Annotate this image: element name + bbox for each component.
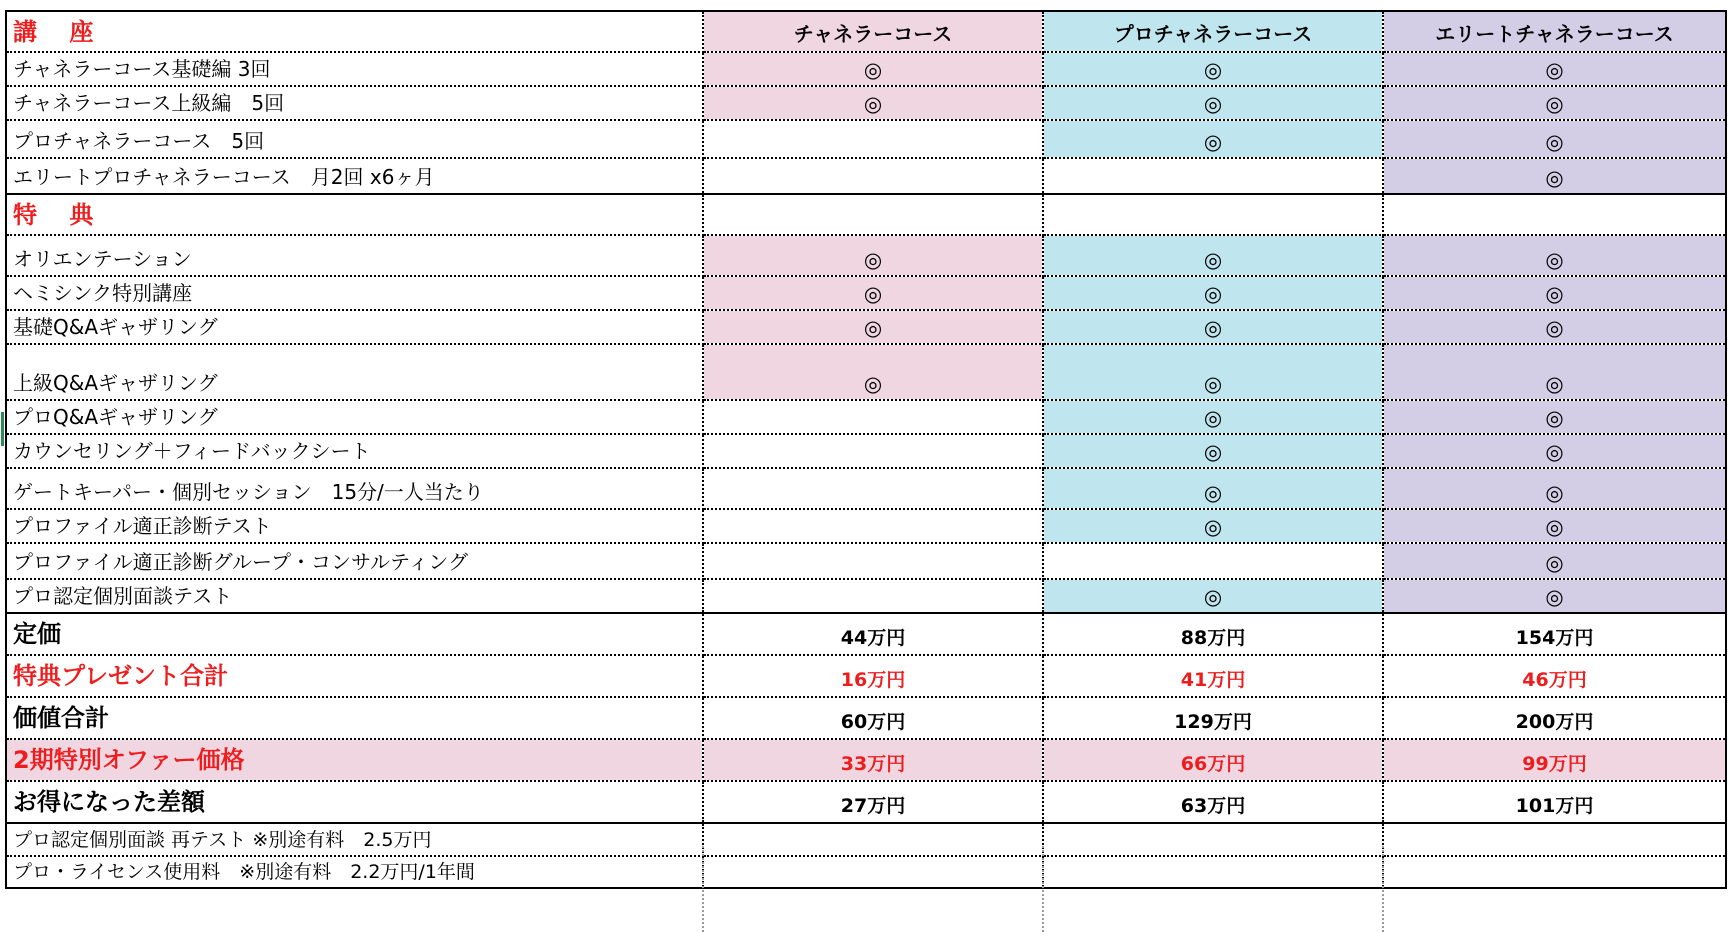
- empty-cell[interactable]: [1383, 194, 1726, 235]
- included-mark[interactable]: ◎: [1383, 52, 1726, 86]
- column-header-channeler[interactable]: チャネラーコース: [703, 11, 1043, 52]
- price-label[interactable]: 定価: [6, 613, 703, 655]
- empty-cell[interactable]: [703, 579, 1043, 613]
- included-mark[interactable]: ◎: [1383, 543, 1726, 579]
- benefit-row: [6, 579, 1726, 613]
- price-label[interactable]: 特典プレゼント合計: [6, 655, 703, 697]
- benefit-row: [6, 310, 1726, 344]
- included-mark[interactable]: ◎: [703, 235, 1043, 276]
- benefit-label[interactable]: オリエンテーション: [6, 235, 703, 276]
- included-mark[interactable]: ◎: [1043, 509, 1383, 543]
- included-mark[interactable]: ◎: [1383, 579, 1726, 613]
- price-value[interactable]: 41万円: [1043, 655, 1383, 697]
- price-row: [6, 739, 1726, 781]
- empty-cell[interactable]: [703, 543, 1043, 579]
- empty-cell[interactable]: [703, 509, 1043, 543]
- benefit-row: [6, 276, 1726, 310]
- price-value[interactable]: 63万円: [1043, 781, 1383, 823]
- included-mark[interactable]: ◎: [1383, 276, 1726, 310]
- empty-cell[interactable]: [1043, 194, 1383, 235]
- included-mark[interactable]: ◎: [1383, 120, 1726, 158]
- price-value[interactable]: 44万円: [703, 613, 1043, 655]
- benefit-row: [6, 434, 1726, 468]
- benefit-row: [6, 344, 1726, 400]
- benefit-label[interactable]: プロQ&Aギャザリング: [6, 400, 703, 434]
- included-mark[interactable]: ◎: [1043, 400, 1383, 434]
- column-header-elite-channeler[interactable]: エリートチャネラーコース: [1383, 11, 1726, 52]
- included-mark[interactable]: ◎: [703, 86, 1043, 120]
- included-mark[interactable]: ◎: [1383, 468, 1726, 509]
- course-label[interactable]: エリートプロチャネラーコース 月2回 x6ヶ月: [6, 158, 703, 194]
- empty-cell[interactable]: [703, 120, 1043, 158]
- price-value[interactable]: 46万円: [1383, 655, 1726, 697]
- included-mark[interactable]: ◎: [703, 276, 1043, 310]
- included-mark[interactable]: ◎: [1383, 86, 1726, 120]
- benefit-label[interactable]: ヘミシンク特別講座: [6, 276, 703, 310]
- benefit-row: [6, 400, 1726, 434]
- included-mark[interactable]: ◎: [1043, 468, 1383, 509]
- included-mark[interactable]: ◎: [703, 344, 1043, 400]
- included-mark[interactable]: ◎: [1043, 434, 1383, 468]
- price-value[interactable]: 60万円: [703, 697, 1043, 739]
- benefit-row: [6, 468, 1726, 509]
- benefit-label[interactable]: 上級Q&Aギャザリング: [6, 344, 703, 400]
- included-mark[interactable]: ◎: [1043, 344, 1383, 400]
- benefit-label[interactable]: プロファイル適正診断テスト: [6, 509, 703, 543]
- benefits-section: [6, 235, 1726, 613]
- included-mark[interactable]: ◎: [1383, 434, 1726, 468]
- course-row: [6, 52, 1726, 86]
- empty-cell[interactable]: [703, 194, 1043, 235]
- empty-cell[interactable]: [703, 434, 1043, 468]
- included-mark[interactable]: ◎: [703, 52, 1043, 86]
- included-mark[interactable]: ◎: [1383, 344, 1726, 400]
- empty-cell[interactable]: [1043, 543, 1383, 579]
- included-mark[interactable]: ◎: [1043, 276, 1383, 310]
- empty-cell[interactable]: [703, 400, 1043, 434]
- included-mark[interactable]: ◎: [1383, 310, 1726, 344]
- benefit-row: [6, 543, 1726, 579]
- course-row: [6, 158, 1726, 194]
- course-label[interactable]: チャネラーコース上級編 5回: [6, 86, 703, 120]
- price-value[interactable]: 154万円: [1383, 613, 1726, 655]
- included-mark[interactable]: ◎: [1043, 52, 1383, 86]
- benefits-section-row: [6, 194, 1726, 235]
- price-value[interactable]: 27万円: [703, 781, 1043, 823]
- course-row: [6, 86, 1726, 120]
- price-row: [6, 613, 1726, 655]
- benefit-label[interactable]: プロファイル適正診断グループ・コンサルティング: [6, 543, 703, 579]
- cell-selection-marker: [1, 412, 4, 446]
- price-row: [6, 697, 1726, 739]
- course-comparison-table: [5, 10, 1727, 889]
- empty-cell[interactable]: [1043, 158, 1383, 194]
- benefit-label[interactable]: プロ認定個別面談テスト: [6, 579, 703, 613]
- note-label[interactable]: プロ認定個別面談 再テスト ※別途有料 2.5万円: [6, 823, 703, 856]
- header-row: [6, 11, 1726, 52]
- benefit-label[interactable]: 基礎Q&Aギャザリング: [6, 310, 703, 344]
- included-mark[interactable]: ◎: [1043, 235, 1383, 276]
- section-title-benefits: 特 典: [6, 194, 703, 235]
- price-label[interactable]: お得になった差額: [6, 781, 703, 823]
- gridline: [702, 846, 704, 932]
- price-value[interactable]: 88万円: [1043, 613, 1383, 655]
- price-label[interactable]: 2期特別オファー価格: [6, 739, 703, 781]
- benefit-label[interactable]: カウンセリング＋フィードバックシート: [6, 434, 703, 468]
- gridline: [1382, 846, 1384, 932]
- benefit-row: [6, 509, 1726, 543]
- course-label[interactable]: プロチャネラーコース 5回: [6, 120, 703, 158]
- included-mark[interactable]: ◎: [1383, 235, 1726, 276]
- price-value[interactable]: 66万円: [1043, 739, 1383, 781]
- price-value[interactable]: 101万円: [1383, 781, 1726, 823]
- note-label[interactable]: プロ・ライセンス使用料 ※別途有料 2.2万円/1年間: [6, 856, 703, 888]
- price-value[interactable]: 33万円: [703, 739, 1043, 781]
- sheet-gridlines: [5, 846, 1725, 932]
- included-mark[interactable]: ◎: [1043, 579, 1383, 613]
- price-row: [6, 655, 1726, 697]
- course-label[interactable]: チャネラーコース基礎編 3回: [6, 52, 703, 86]
- included-mark[interactable]: ◎: [703, 310, 1043, 344]
- price-value[interactable]: 16万円: [703, 655, 1043, 697]
- price-label[interactable]: 価値合計: [6, 697, 703, 739]
- empty-cell[interactable]: [703, 468, 1043, 509]
- included-mark[interactable]: ◎: [1043, 310, 1383, 344]
- course-row: [6, 120, 1726, 158]
- column-header-pro-channeler[interactable]: プロチャネラーコース: [1043, 11, 1383, 52]
- gridline: [1042, 846, 1044, 932]
- included-mark[interactable]: ◎: [1383, 158, 1726, 194]
- comparison-sheet: [5, 10, 1725, 889]
- included-mark[interactable]: ◎: [1043, 86, 1383, 120]
- price-value[interactable]: 129万円: [1043, 697, 1383, 739]
- included-mark[interactable]: ◎: [1383, 400, 1726, 434]
- included-mark[interactable]: ◎: [1043, 120, 1383, 158]
- price-row: [6, 781, 1726, 823]
- price-value[interactable]: 200万円: [1383, 697, 1726, 739]
- pricing-section: [6, 613, 1726, 823]
- empty-cell[interactable]: [703, 158, 1043, 194]
- benefit-label[interactable]: ゲートキーパー・個別セッション 15分/一人当たり: [6, 468, 703, 509]
- section-title-courses: 講 座: [6, 11, 703, 52]
- benefit-row: [6, 235, 1726, 276]
- price-value[interactable]: 99万円: [1383, 739, 1726, 781]
- included-mark[interactable]: ◎: [1383, 509, 1726, 543]
- courses-section: [6, 52, 1726, 194]
